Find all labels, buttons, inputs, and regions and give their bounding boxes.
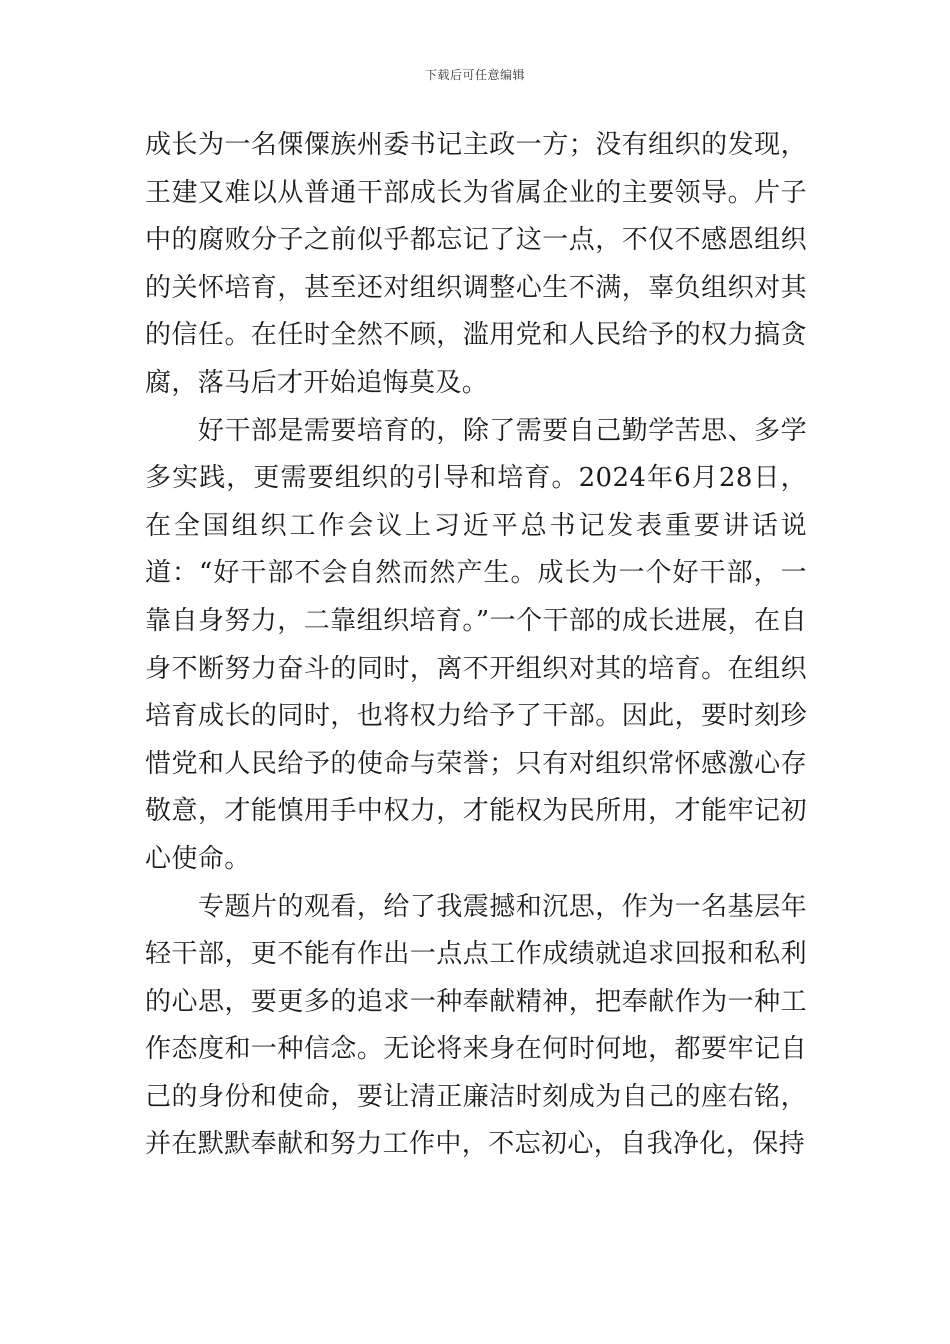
document-body <box>145 122 807 1169</box>
paragraph-1: 成长为一名傈僳族州委书记主政一方；没有组织的发现，王建又难以从普通干部成长为省属企业的主要领导。片子中的腐败分子之前似乎都忘记了这一点，不仅不感恩组织的关怀培育，甚至还对组织调整心生不满，辜负组织对其的信任。在任时全然不顾，滥用党和人民给予的权力搞贪腐，落马后才开始追悔莫及。 <box>145 130 807 398</box>
paragraph-3: 专题片的观看，给了我震撼和沉思，作为一名基层年轻干部，更不能有作出一点点工作成绩就追求回报和私利的心思，要更多的追求一种奉献精神，把奉献作为一种工作态度和一种信念。无论将来身在何时何地，都要牢记自己的身份和使命，要让清正廉洁时刻成为自己的座右铭，并在默默奉献和努力工作中，不忘初心，自我净化，保持 <box>145 891 807 1160</box>
paragraph-2: 好干部是需要培育的，除了需要自己勤学苦思、多学多实践，更需要组织的引导和培育。2024年6月28日，在全国组织工作会议上习近平总书记发表重要讲话说道：“好干部不会自然而然产生。成长为一个好干部，一靠自身努力，二靠组织培育。”一个干部的成长进展，在自身不断努力奋斗的同时，离不开组织对其的培育。在组织培育成长的同时，也将权力给予了干部。因此，要时刻珍惜党和人民给予的使命与荣誉；只有对组织常怀感激心存敬意，才能慎用手中权力，才能权为民所用，才能牢记初心使命。 <box>145 415 807 874</box>
page-header-note: 下载后可任意编辑 <box>424 68 525 82</box>
